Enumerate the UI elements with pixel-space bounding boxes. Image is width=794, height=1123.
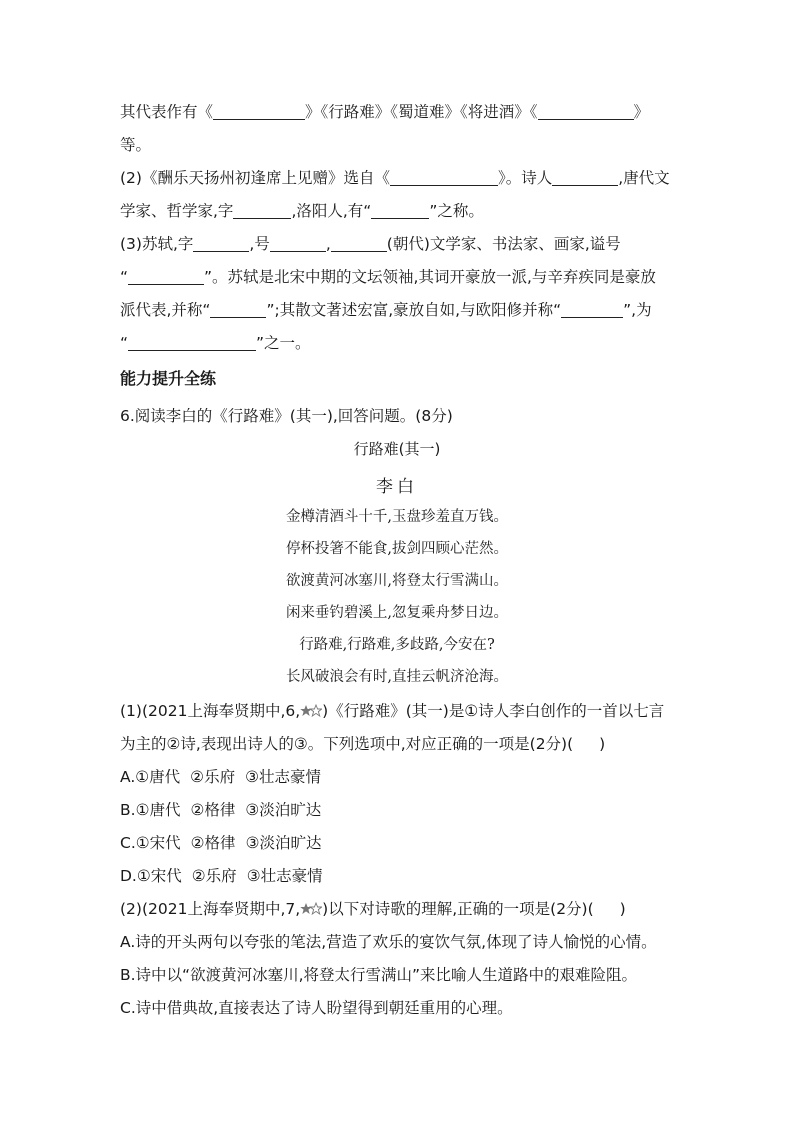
- option-b[interactable]: [120, 799, 321, 821]
- text: ”之称。: [429, 202, 484, 220]
- difficulty-stars-icon: [300, 704, 322, 718]
- text: ,: [325, 235, 331, 253]
- answer-blank[interactable]: [390, 169, 498, 186]
- option-letter: C.: [120, 834, 136, 852]
- text: “: [120, 268, 129, 286]
- difficulty-stars-icon: [300, 902, 322, 916]
- text: ,洛阳人,有“: [291, 202, 372, 220]
- answer-blank[interactable]: [233, 202, 291, 219]
- option-letter: B.: [120, 801, 136, 819]
- option-a[interactable]: [120, 766, 321, 788]
- option-letter: D.: [120, 867, 137, 885]
- text: 》《行路难》《蜀道难》《将进酒》《: [305, 103, 538, 121]
- text: 派代表,并称“: [120, 301, 211, 319]
- answer-blank[interactable]: [128, 268, 204, 285]
- answer-blank[interactable]: [128, 334, 256, 351]
- option-part: ③壮志豪情: [245, 768, 321, 786]
- text: ): [619, 900, 626, 918]
- answer-blank[interactable]: [213, 103, 305, 120]
- text: 学家、哲学家,字: [120, 202, 234, 220]
- text: ,唐代文: [618, 169, 670, 187]
- text: ”之一。: [256, 334, 311, 352]
- answer-blank[interactable]: [270, 235, 326, 252]
- option-part: ①唐代: [135, 801, 181, 819]
- section-title: 能力提升全练: [120, 369, 217, 388]
- q6-sub1-line-2: [120, 733, 605, 755]
- q5-part2-line-2: [120, 200, 484, 222]
- option-letter: A.: [120, 768, 136, 786]
- poem-line: 行路难,行路难,多歧路,今安在?: [299, 637, 495, 653]
- text: ”。苏轼是北宋中期的文坛领袖,其词开豪放一派,与辛弃疾同是豪放: [204, 268, 656, 286]
- text: ): [599, 735, 606, 753]
- option-part: ①宋代: [135, 834, 181, 852]
- q5-part3-line-4: [120, 332, 311, 354]
- answer-blank[interactable]: [552, 169, 618, 186]
- option-part: ①宋代: [136, 867, 182, 885]
- option-part: ②格律: [190, 834, 236, 852]
- poem-line: 长风破浪会有时,直挂云帆济沧海。: [285, 669, 509, 685]
- answer-blank[interactable]: [331, 235, 387, 252]
- q5-line-1: [120, 101, 649, 123]
- q6-sub1-line-1: [120, 700, 664, 722]
- text: )以下对诗歌的理解,正确的一项是(2分)(: [322, 900, 594, 918]
- answer-blank[interactable]: [538, 103, 634, 120]
- text: 其代表作有《: [120, 103, 214, 121]
- poem-line: 停杯投箸不能食,拔剑四顾心茫然。: [285, 541, 509, 557]
- poem-line: 金樽清酒斗十千,玉盘珍羞直万钱。: [285, 509, 509, 525]
- option-d[interactable]: [120, 865, 323, 887]
- q5-part3-line-3: [120, 299, 652, 321]
- q5-part3-line-1: [120, 233, 621, 255]
- text: (1)(2021上海奉贤期中,6,: [120, 702, 301, 720]
- option-b[interactable]: B.诗中以“欲渡黄河冰塞川,将登太行雪满山”来比喻人生道路中的艰难险阻。: [120, 966, 638, 984]
- text: 》: [633, 103, 650, 121]
- answer-blank[interactable]: [561, 301, 623, 318]
- text: (3)苏轼,字: [120, 235, 194, 253]
- text: (2)(2021上海奉贤期中,7,: [120, 900, 301, 918]
- answer-blank[interactable]: [193, 235, 249, 252]
- text: ,号: [249, 235, 270, 253]
- option-part: ①唐代: [135, 768, 181, 786]
- answer-blank[interactable]: [210, 301, 266, 318]
- q5-line-2: 等。: [120, 136, 152, 154]
- text: 》。诗人: [497, 169, 553, 187]
- option-part: ②乐府: [190, 768, 236, 786]
- q5-part2-line-1: [120, 167, 670, 189]
- text: ”,为: [623, 301, 652, 319]
- answer-blank[interactable]: [371, 202, 429, 219]
- text: (2)《酬乐天扬州初逢席上见赠》选自《: [120, 169, 390, 187]
- option-part: ②格律: [190, 801, 236, 819]
- q6-sub2-line: [120, 898, 626, 920]
- poem-line: 欲渡黄河冰塞川,将登太行雪满山。: [285, 573, 509, 589]
- text: )《行路难》(其一)是①诗人李白创作的一首以七言: [322, 702, 665, 720]
- option-part: ②乐府: [191, 867, 237, 885]
- poem-line: 闲来垂钓碧溪上,忽复乘舟梦日边。: [285, 605, 509, 621]
- q5-part3-line-2: [120, 266, 656, 288]
- option-a[interactable]: A.诗的开头两句以夸张的笔法,营造了欢乐的宴饮气氛,体现了诗人愉悦的心情。: [120, 933, 657, 951]
- text: 为主的②诗,表现出诗人的③。下列选项中,对应正确的一项是(2分)(: [120, 735, 574, 753]
- option-c[interactable]: C.诗中借典故,直接表达了诗人盼望得到朝廷重用的心理。: [120, 999, 513, 1017]
- text: “: [120, 334, 129, 352]
- option-c[interactable]: [120, 832, 321, 854]
- poem-title: 行路难(其一): [353, 440, 441, 458]
- option-part: ③壮志豪情: [246, 867, 323, 885]
- poem-author: 李白: [376, 477, 418, 497]
- q6-intro: 6.阅读李白的《行路难》(其一),回答问题。(8分): [120, 407, 453, 425]
- text: ”;其散文著述宏富,豪放自如,与欧阳修并称“: [266, 301, 562, 319]
- text: (朝代)文学家、书法家、画家,谥号: [386, 235, 621, 253]
- option-part: ③淡泊旷达: [245, 834, 322, 852]
- option-part: ③淡泊旷达: [245, 801, 322, 819]
